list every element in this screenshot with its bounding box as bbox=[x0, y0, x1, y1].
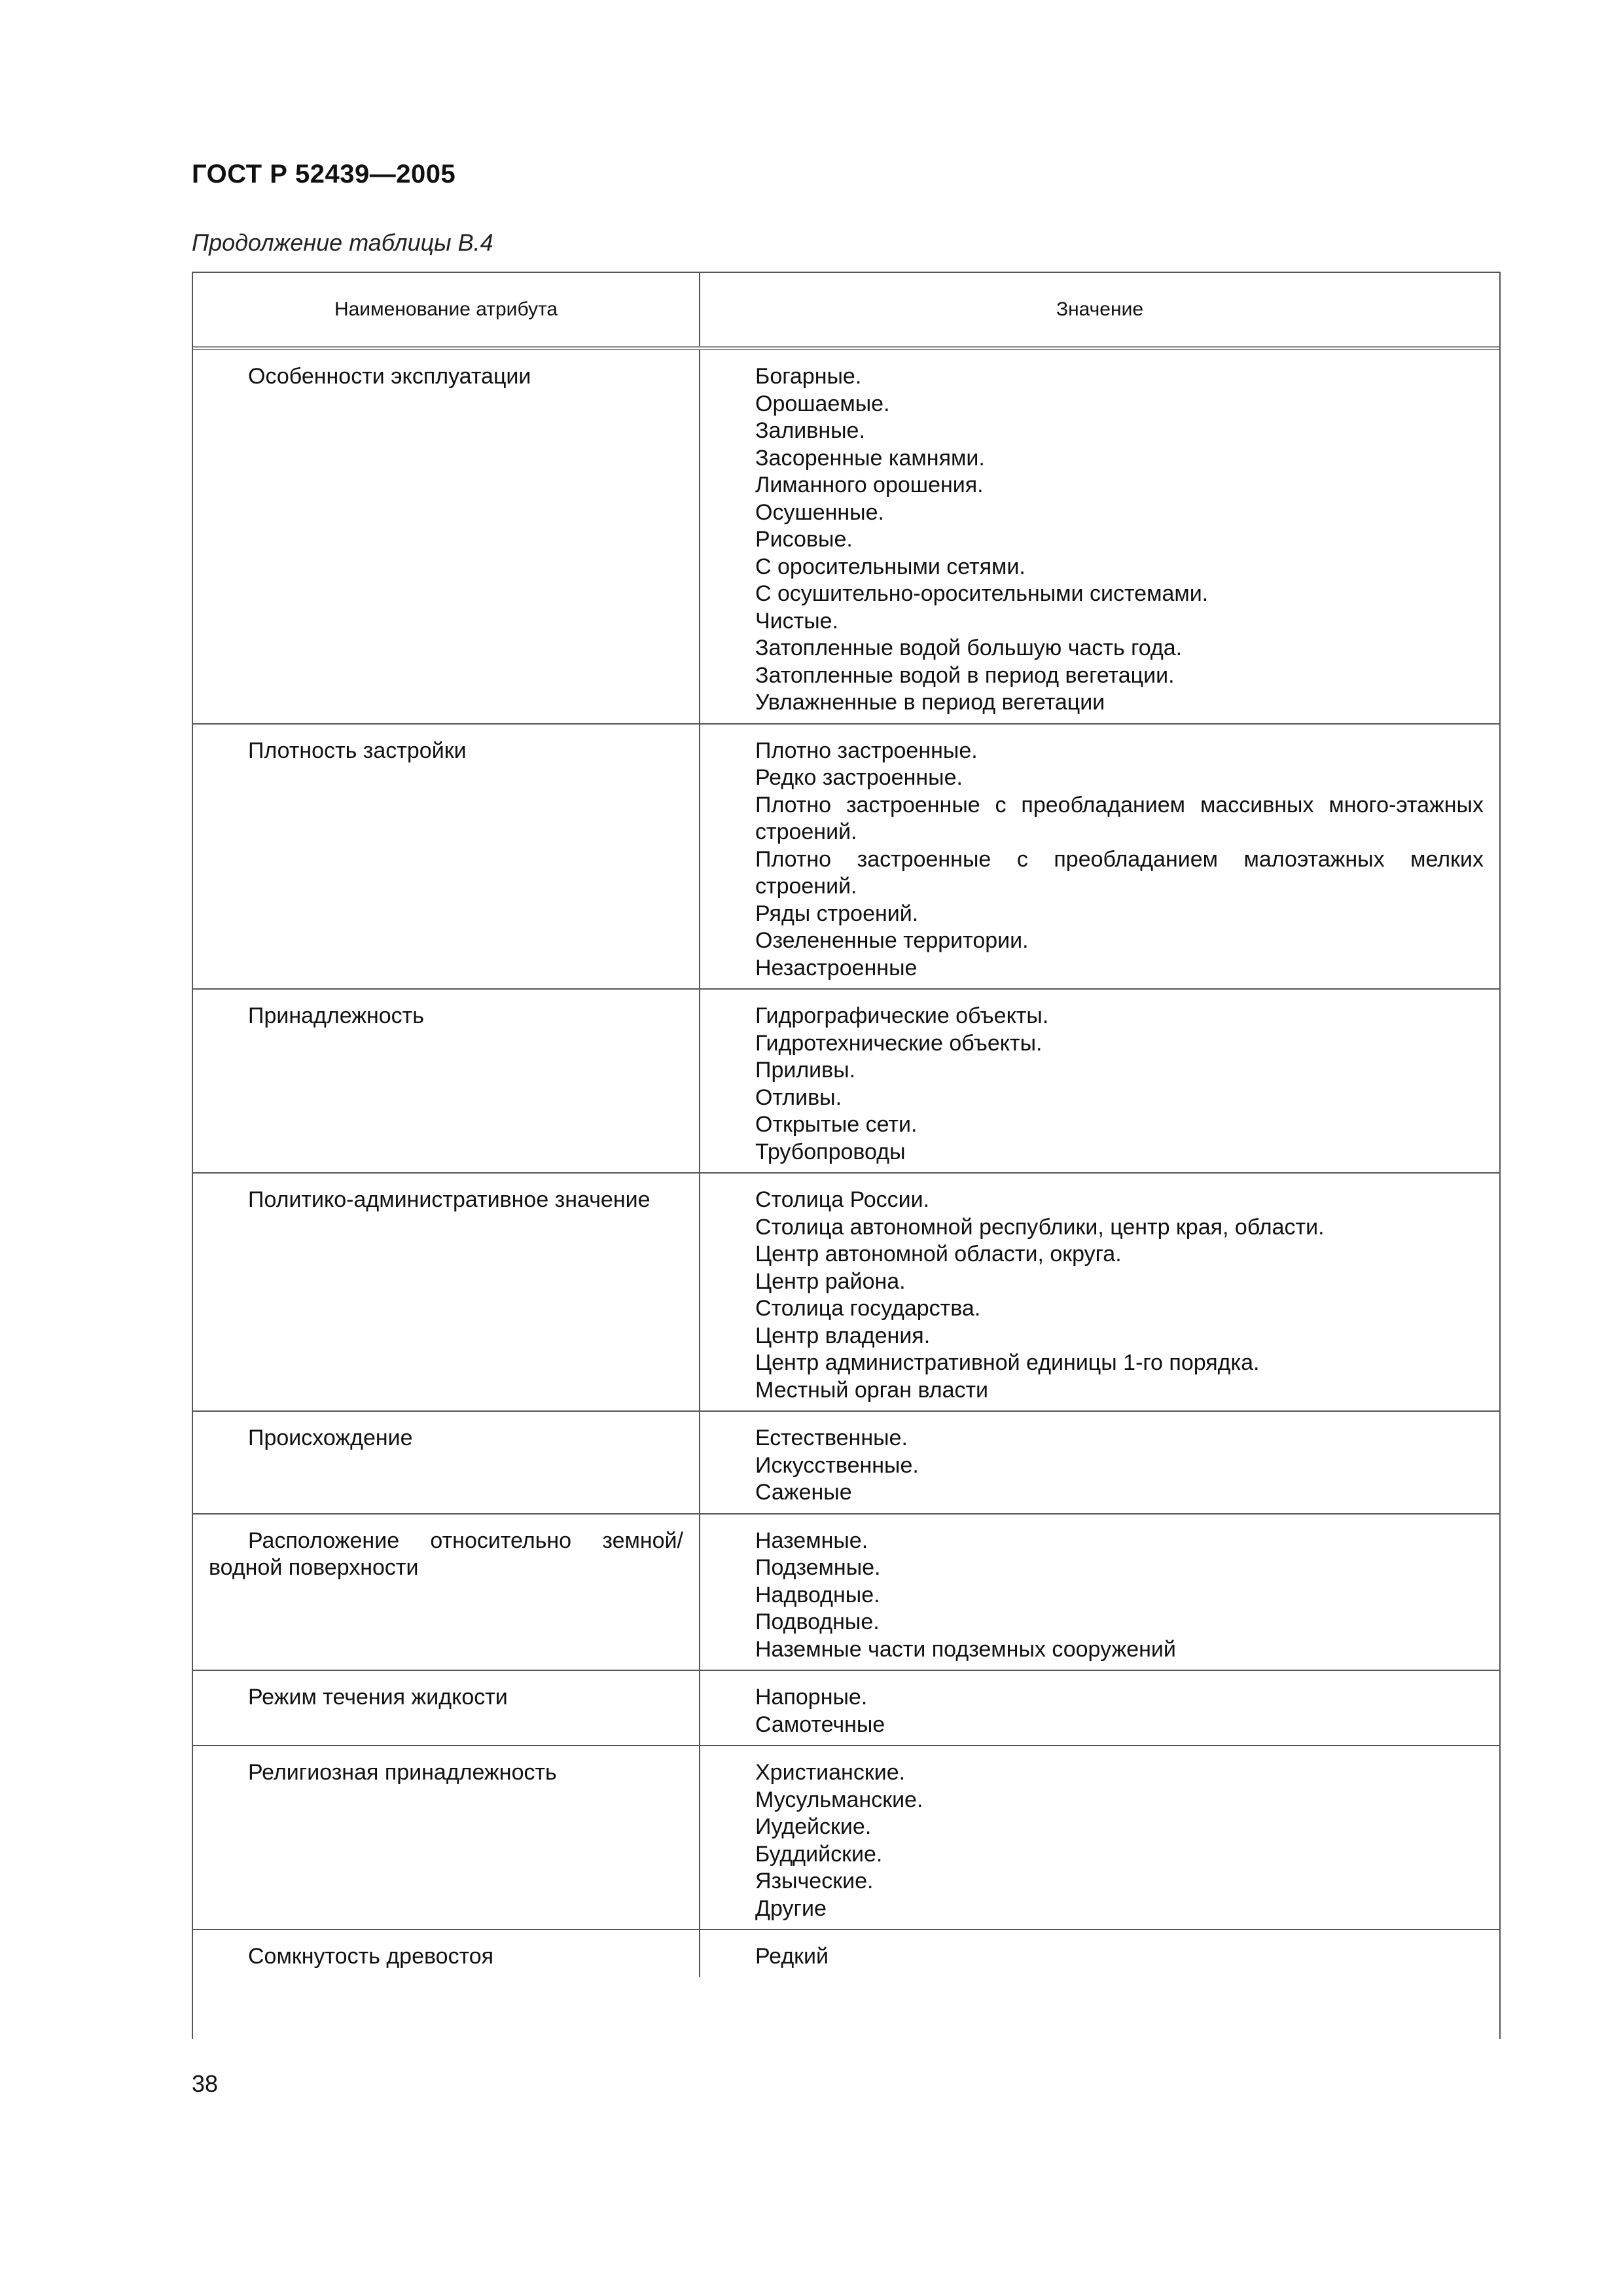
attribute-values-cell bbox=[700, 1746, 1499, 1929]
attribute-value-item: Центр владения. bbox=[755, 1323, 931, 1348]
attribute-value-item: Увлажненные в период вегетации bbox=[755, 690, 1105, 715]
attribute-value-item: Плотно застроенные. bbox=[755, 738, 978, 763]
attribute-value-item: Открытые сети. bbox=[755, 1112, 918, 1137]
attribute-value-item: Затопленные водой большую часть года. bbox=[755, 636, 1183, 660]
attribute-value-item: Наземные. bbox=[755, 1528, 868, 1553]
attribute-value-item: Озелененные территории. bbox=[755, 928, 1029, 953]
table-row bbox=[193, 1929, 1499, 1977]
document-title: ГОСТ Р 52439—2005 bbox=[192, 160, 456, 188]
attribute-value-item: Рисовые. bbox=[755, 527, 853, 552]
attribute-value-item: Осушенные. bbox=[755, 499, 884, 525]
attribute-value-item: Подводные. bbox=[755, 1609, 880, 1634]
attribute-value-item: Чистые. bbox=[755, 608, 839, 634]
attribute-name-cell: Особенности эксплуатации bbox=[248, 364, 531, 389]
table-row bbox=[193, 1670, 1499, 1746]
attribute-value-item: Ряды строений. bbox=[755, 901, 919, 926]
attribute-value-item: Редко застроенные. bbox=[755, 765, 963, 790]
attribute-value-item: Лиманного орошения. bbox=[755, 473, 984, 497]
attribute-value-item: С осушительно-оросительными системами. bbox=[755, 581, 1209, 606]
attribute-name-cell: Политико-административное значение bbox=[193, 1173, 700, 1411]
attribute-name-cell: Плотность застройки bbox=[193, 724, 700, 990]
attribute-value-item: Иудейские. bbox=[755, 1814, 872, 1839]
table-header-row bbox=[193, 273, 1499, 348]
attribute-table-frame bbox=[192, 272, 1501, 2039]
attribute-value-item: Приливы. bbox=[755, 1058, 856, 1083]
table-caption: Продолжение таблицы В.4 bbox=[192, 229, 493, 256]
table-body bbox=[193, 348, 1499, 1977]
attribute-value-item: Незастроенные bbox=[755, 955, 918, 980]
attribute-value-item: Естественные. bbox=[755, 1426, 908, 1450]
table-row bbox=[193, 1173, 1499, 1411]
attribute-value-item: Затопленные водой в период вегетации. bbox=[755, 662, 1175, 688]
attribute-value-item: Плотно застроенные с преобладанием массивных много-этажных строений. bbox=[755, 792, 1484, 844]
attribute-value-item: Местный орган власти bbox=[755, 1377, 989, 1403]
attribute-value-item: Столица России. bbox=[755, 1187, 930, 1212]
attribute-name-cell: Сомкнутость древостоя bbox=[193, 1929, 700, 1977]
column-header-value: Значение bbox=[700, 273, 1499, 348]
attribute-value-item: Столица автономной республики, центр края, области. bbox=[755, 1214, 1325, 1240]
attribute-value-item: Отливы. bbox=[755, 1085, 842, 1110]
attribute-values-cell bbox=[700, 1173, 1499, 1411]
attribute-value-item: Плотно застроенные с преобладанием малоэтажных мелких строений. bbox=[755, 846, 1484, 899]
attribute-name-cell: Расположение относительно земной/ водной поверхности bbox=[193, 1514, 700, 1671]
table-row bbox=[193, 724, 1499, 990]
attribute-values-cell bbox=[700, 1411, 1499, 1514]
table-row bbox=[193, 1514, 1499, 1671]
attribute-value-item: Искусственные. bbox=[755, 1452, 919, 1478]
attribute-value-item: Христианские. bbox=[755, 1760, 906, 1785]
table-row bbox=[193, 348, 1499, 724]
attribute-name-cell: Принадлежность bbox=[193, 989, 700, 1173]
attribute-value-item: Столица государства. bbox=[755, 1296, 981, 1321]
table-row bbox=[193, 989, 1499, 1173]
attribute-value-item: Центр района. bbox=[755, 1268, 906, 1294]
attribute-table bbox=[193, 273, 1499, 1977]
attribute-value-item: Богарные. bbox=[755, 364, 862, 389]
table-row bbox=[193, 1746, 1499, 1929]
attribute-value-item: Центр административной единицы 1-го порядка. bbox=[755, 1350, 1260, 1375]
attribute-value-item: Наземные части подземных сооружений bbox=[755, 1636, 1176, 1662]
attribute-value-item: Подземные. bbox=[755, 1555, 881, 1580]
attribute-value-item: Гидротехнические объекты. bbox=[755, 1030, 1043, 1056]
attribute-value-item: Засоренные камнями. bbox=[755, 445, 985, 471]
attribute-name-cell: Религиозная принадлежность bbox=[193, 1746, 700, 1929]
attribute-value-item: Трубопроводы bbox=[755, 1139, 906, 1164]
attribute-values-cell bbox=[700, 1929, 1499, 1977]
attribute-name-cell: Режим течения жидкости bbox=[193, 1670, 700, 1746]
attribute-value-item: Буддийские. bbox=[755, 1841, 883, 1867]
attribute-value-item: Мусульманские. bbox=[755, 1787, 923, 1812]
page-number: 38 bbox=[192, 2070, 219, 2097]
column-header-attribute-name: Наименование атрибута bbox=[193, 273, 700, 348]
attribute-name-cell: Происхождение bbox=[193, 1411, 700, 1514]
attribute-value-item: Другие bbox=[755, 1895, 827, 1921]
attribute-value-item: Самотечные bbox=[755, 1712, 885, 1737]
attribute-values-cell bbox=[700, 989, 1499, 1173]
attribute-value-item: Редкий bbox=[755, 1944, 829, 1969]
attribute-value-item: Орошаемые. bbox=[755, 391, 890, 416]
table-row bbox=[193, 1411, 1499, 1514]
attribute-values-cell bbox=[700, 348, 1499, 724]
attribute-value-item: Саженые bbox=[755, 1480, 852, 1505]
attribute-value-item: Гидрографические объекты. bbox=[755, 1003, 1049, 1028]
attribute-values-cell bbox=[700, 724, 1499, 990]
attribute-value-item: Языческие. bbox=[755, 1869, 874, 1893]
attribute-value-item: Заливные. bbox=[755, 418, 865, 443]
attribute-value-item: С оросительными сетями. bbox=[755, 554, 1026, 579]
attribute-value-item: Центр автономной области, округа. bbox=[755, 1242, 1122, 1266]
attribute-value-item: Надводные. bbox=[755, 1582, 880, 1607]
attribute-values-cell bbox=[700, 1514, 1499, 1671]
attribute-value-item: Напорные. bbox=[755, 1685, 868, 1710]
attribute-values-cell bbox=[700, 1670, 1499, 1746]
